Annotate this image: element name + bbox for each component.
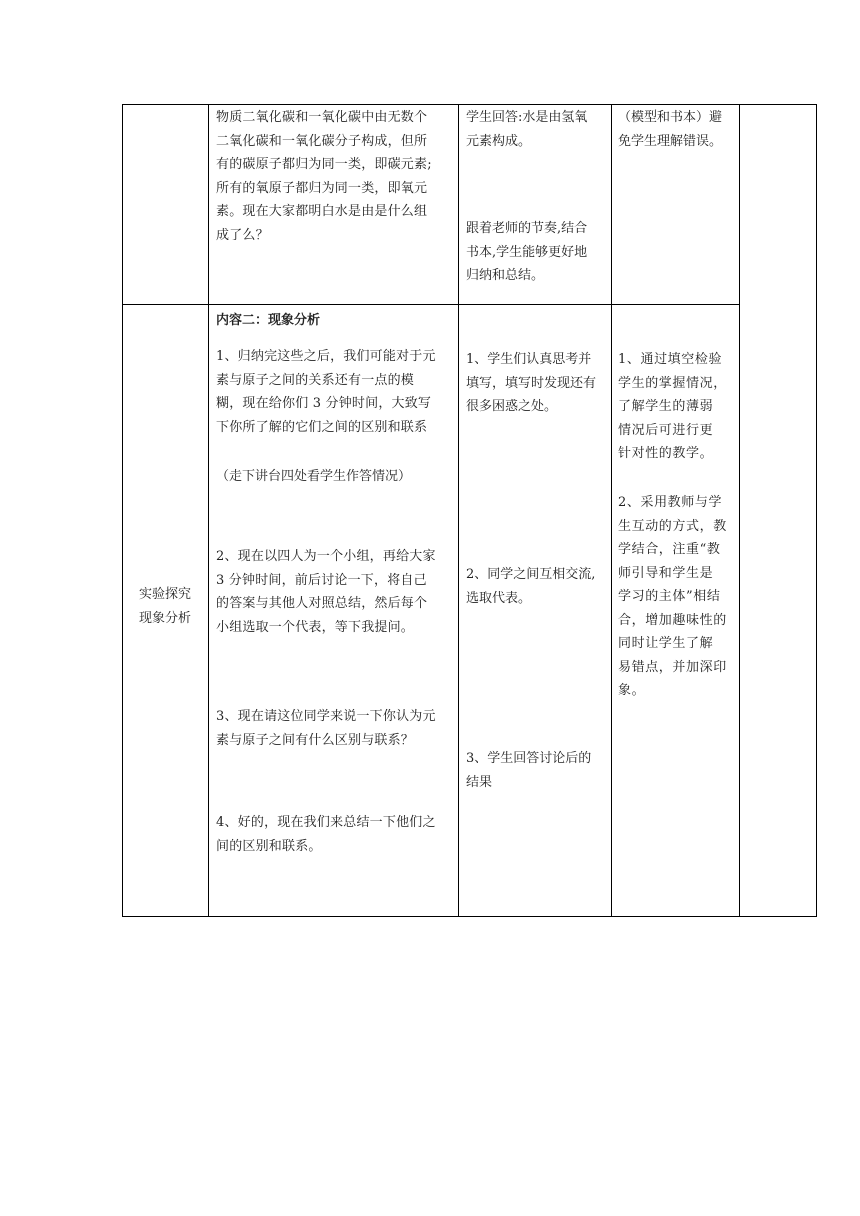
table-right-border [816, 104, 817, 917]
table-bottom-border [122, 916, 817, 917]
student-step-3: 3、学生回答讨论后的 结果 [466, 751, 592, 790]
teacher-step-1-note: （走下讲台四处看学生作答情况） [216, 469, 412, 484]
row-divider [122, 304, 739, 305]
teacher-step-1: 1、归纳完这些之后，我们可能对于元 素与原子之间的关系还有一点的模 糊，现在给你们 3 分钟时间，大致写 下你所了解的它们之间的区别和联系 [216, 349, 436, 435]
column-divider-1 [208, 104, 209, 917]
column-divider-3 [611, 104, 612, 917]
student-step-1: 1、学生们认真思考并 填写，填写时发现还有 很多困惑之处。 [466, 352, 597, 414]
teacher-step-4: 4、好的，现在我们来总结一下他们之 间的区别和联系。 [216, 815, 436, 854]
stage-label: 实验探究 现象分析 [138, 587, 191, 626]
row1-student-answer: 学生回答:水是由氢氧 元素构成。 [466, 110, 588, 149]
design-intent-1: 1、通过填空检验 学生的掌握情况， 了解学生的薄弱 情况后可进行更 针对性的教学。 [618, 352, 727, 461]
row1-design-intent: （模型和书本）避 免学生理解错误。 [618, 110, 723, 149]
teacher-step-2: 2、现在以四人为一个小组，再给大家 3 分钟时间，前后讨论一下，将自己 的答案与其他人对照总结，然后每个 小组选取一个代表，等下我提问。 [216, 549, 436, 635]
row1-student-summary: 跟着老师的节奏,结合 书本,学生能够更好地 归纳和总结。 [466, 221, 588, 283]
column-divider-4 [739, 104, 740, 917]
design-intent-2: 2、采用教师与学 生互动的方式，教 学结合，注重“教 师引导和学生是 学习的主体”相结 合，增加趣味性的 同时让学生了解 易错点，并加深印 象。 [618, 495, 727, 698]
table-top-border [122, 104, 817, 105]
teacher-step-3: 3、现在请这位同学来说一下你认为元 素与原子之间有什么区别与联系？ [216, 709, 436, 748]
table-left-border [122, 104, 123, 917]
row1-teacher-text: 物质二氧化碳和一氧化碳中由无数个 二氧化碳和一氧化碳分子构成，但所 有的碳原子都归为同一类，即碳元素; 所有的氧原子都归为同一类，即氧元 素。现在大家都明白水是由是什么组 成了么？ [216, 110, 432, 243]
student-step-2: 2、同学之间互相交流, 选取代表。 [466, 567, 596, 606]
column-divider-2 [458, 104, 459, 917]
section-heading: 内容二：现象分析 [216, 313, 321, 328]
